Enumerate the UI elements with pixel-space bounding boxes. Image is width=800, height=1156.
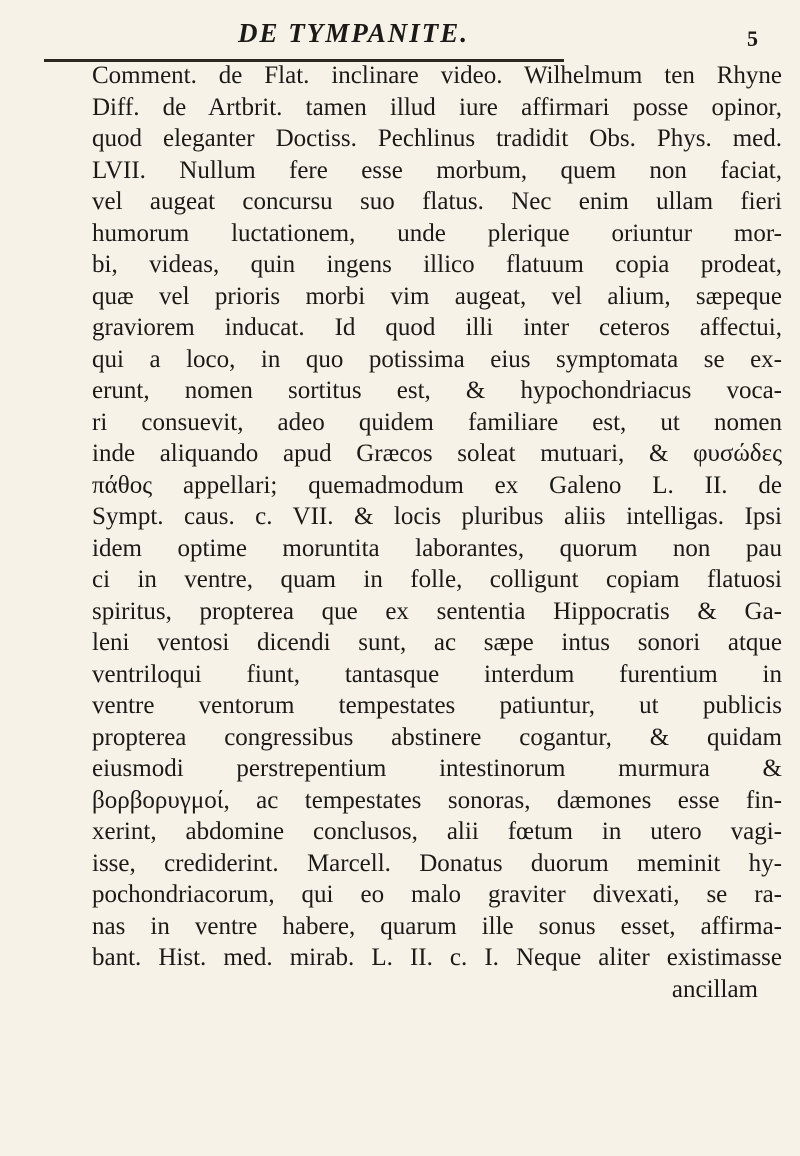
text-line: eiusmodi perstrepentium intestinorum murmura &	[92, 755, 782, 782]
body-text	[92, 60, 782, 1005]
text-line: leni ventosi dicendi sunt, ac sæpe intus sonori atque	[92, 629, 782, 656]
text-line: Comment. de Flat. inclinare video. Wilhelmum ten Rhyne	[92, 62, 782, 89]
text-line: ancillam	[671, 975, 758, 1003]
text-line: ventre ventorum tempestates patiuntur, ut publicis	[92, 692, 782, 719]
text-line: humorum luctationem, unde plerique oriuntur mor-	[92, 219, 782, 247]
text-line: ri consuevit, adeo quidem familiare est, ut nomen	[92, 408, 782, 436]
text-line: Diff. de Artbrit. tamen illud iure affirmari posse opinor,	[92, 93, 782, 121]
text-line: LVII. Nullum fere esse morbum, quem non faciat,	[92, 156, 782, 184]
text-line: idem optime moruntita laborantes, quorum non pau	[92, 534, 782, 562]
text-line: quæ vel prioris morbi vim augeat, vel alium, sæpeque	[92, 282, 782, 310]
text-line: quod eleganter Doctiss. Pechlinus tradidit Obs. Phys. med.	[92, 125, 782, 152]
text-line: propterea congressibus abstinere cogantur, & quidam	[92, 723, 782, 751]
text-line: ci in ventre, quam in folle, colligunt copiam flatuosi	[92, 566, 782, 593]
text-line: ventriloqui fiunt, tantasque interdum furentium in	[92, 660, 782, 688]
text-line: inde aliquando apud Græcos soleat mutuari, & φυσώδες	[92, 440, 782, 467]
text-line: xerint, abdomine conclusos, alii fœtum in utero vagi-	[92, 818, 782, 845]
text-line: Sympt. caus. c. VII. & locis pluribus aliis intelligas. Ipsi	[92, 503, 782, 530]
text-line: bant. Hist. med. mirab. L. II. c. I. Neque aliter existimasse	[92, 944, 782, 971]
text-line: pochondriacorum, qui eo malo graviter divexati, se ra-	[92, 881, 782, 908]
text-line: erunt, nomen sortitus est, & hypochondriacus voca-	[92, 377, 782, 404]
text-line: nas in ventre habere, quarum ille sonus esset, affirma-	[92, 912, 782, 940]
text-line: πάθος appellari; quemadmodum ex Galeno L. II. de	[92, 471, 782, 499]
text-line: graviorem inducat. Id quod illi inter ceteros affectui,	[92, 314, 782, 341]
text-line: βορβορυγμοί, ac tempestates sonoras, dæmones esse fin-	[92, 786, 782, 814]
text-line: bi, videas, quin ingens illico flatuum copia prodeat,	[92, 251, 782, 278]
page-number: 5	[747, 26, 758, 51]
text-line: spiritus, propterea que ex sententia Hippocratis & Ga-	[92, 597, 782, 625]
page-header	[0, 16, 800, 56]
running-title: DE TYMPANITE.	[238, 18, 470, 48]
text-line: isse, crediderint. Marcell. Donatus duorum meminit hy-	[92, 849, 782, 877]
text-line: vel augeat concursu suo flatus. Nec enim ullam fieri	[92, 188, 782, 215]
text-line: qui a loco, in quo potissima eius symptomata se ex-	[92, 345, 782, 373]
